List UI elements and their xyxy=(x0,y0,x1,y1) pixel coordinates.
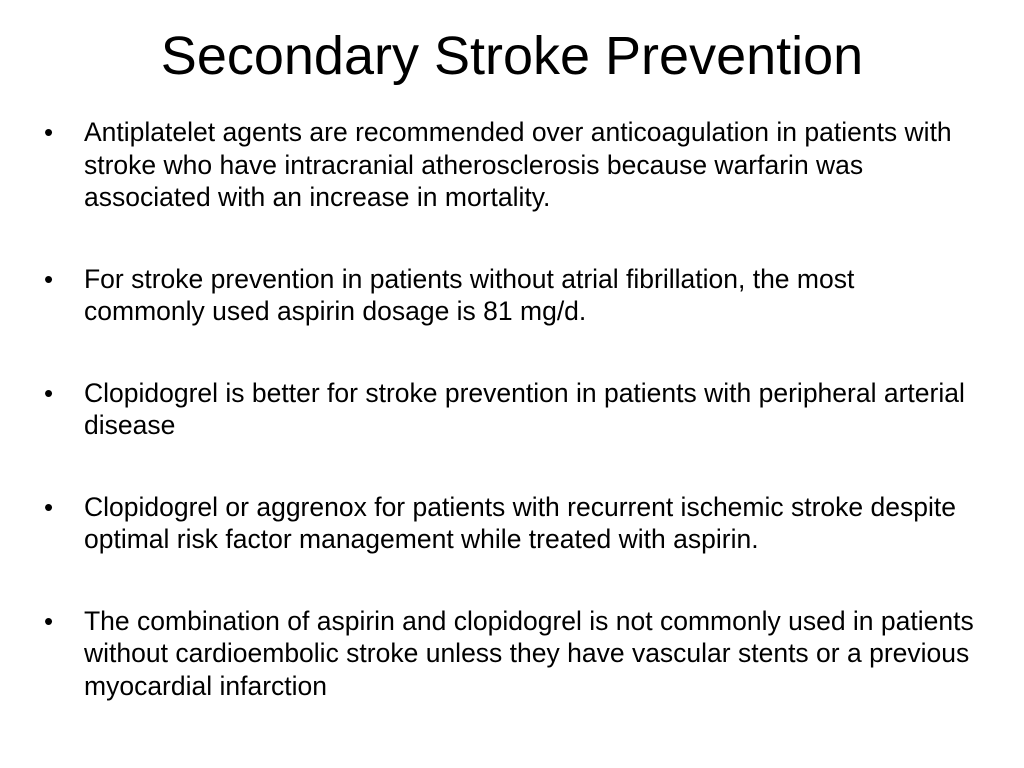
bullet-dot-icon: • xyxy=(44,117,54,147)
bullet-dot-icon: • xyxy=(44,491,54,522)
slide-title: Secondary Stroke Prevention xyxy=(160,26,864,86)
bullet-item xyxy=(44,605,974,703)
bullet-text: Clopidogrel is better for stroke prevention in patients with peripheral arterial disease xyxy=(84,377,965,440)
bullet-item xyxy=(44,377,974,442)
bullet-list xyxy=(44,116,974,702)
bullet-item xyxy=(44,263,974,328)
bullet-text: The combination of aspirin and clopidogrel is not commonly used in patients without cardioembolic stroke unless they have vascular stents or a previous myocardial infarction xyxy=(84,605,974,701)
bullet-text: For stroke prevention in patients without atrial fibrillation, the most commonly used aspirin dosage is 81 mg/d. xyxy=(84,263,855,326)
bullet-dot-icon: • xyxy=(44,263,54,294)
bullet-text: Antiplatelet agents are recommended over anticoagulation in patients with stroke who have intracranial atherosclerosis because warfarin was associated with an increase in mortality. xyxy=(84,117,952,212)
bullet-text: Clopidogrel or aggrenox for patients with recurrent ischemic stroke despite optimal risk factor management while treated with aspirin. xyxy=(84,491,956,554)
bullet-dot-icon: • xyxy=(44,605,54,636)
bullet-item xyxy=(44,491,974,556)
bullet-item xyxy=(44,116,974,214)
bullet-dot-icon: • xyxy=(44,377,54,408)
